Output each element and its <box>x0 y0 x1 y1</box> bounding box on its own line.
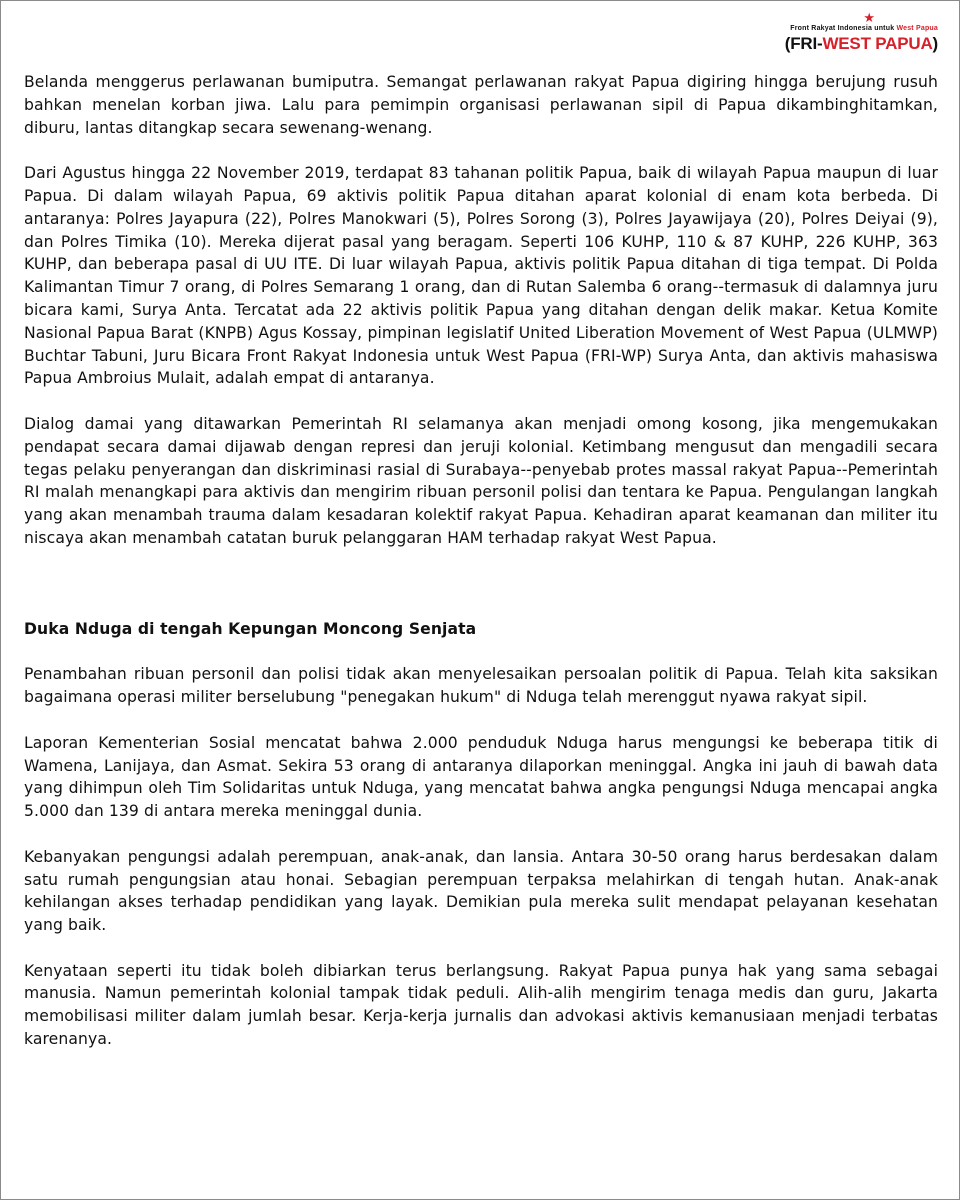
paragraph-6: Kebanyakan pengungsi adalah perempuan, anak-anak, dan lansia. Antara 30-50 orang harus berdesakan dalam satu rumah pengungsian atau honai. Sebagian perempuan terpaksa melahirkan di tengah hutan. Anak-anak kehilangan akses terhadap pendidikan yang layak. Demikian pula mereka sulit mendapat pelayanan kesehatan yang baik. <box>24 847 938 935</box>
document-body <box>24 71 938 1074</box>
star-icon: ★ <box>863 11 875 26</box>
logo-acronym-open: (FRI- <box>784 34 823 53</box>
logo-line1-black: Front Rakyat Indonesia untuk <box>790 25 897 32</box>
paragraph-4: Penambahan ribuan personil dan polisi tidak akan menyelesaikan persoalan politik di Papua. Telah kita saksikan bagaimana operasi militer berselubung "penegakan hukum" di Nduga telah merenggut nyawa rakyat sipil. <box>24 665 938 707</box>
fri-wp-logo <box>778 12 938 56</box>
logo-organization-name <box>790 25 938 32</box>
logo-line1-red: West Papua <box>896 25 938 32</box>
section-heading: Duka Nduga di tengah Kepungan Moncong Senjata <box>24 619 477 638</box>
paragraph-5: Laporan Kementerian Sosial mencatat bahwa 2.000 penduduk Nduga harus mengungsi ke beberapa titik di Wamena, Lanijaya, dan Asmat. Sekira 53 orang di antaranya dilaporkan meninggal. Angka ini jauh di bawah data yang dihimpun oleh Tim Solidaritas untuk Nduga, yang mencatat bahwa angka pengungsi Nduga mencapai angka 5.000 dan 139 di antara mereka meninggal dunia. <box>24 733 938 821</box>
logo-acronym-red: WEST PAPUA <box>822 34 933 53</box>
paragraph-7: Kenyataan seperti itu tidak boleh dibiarkan terus berlangsung. Rakyat Papua punya hak yang sama sebagai manusia. Namun pemerintah kolonial tampak tidak peduli. Alih-alih mengirim tenaga medis dan guru, Jakarta memobilisasi militer dalam jumlah besar. Kerja-kerja jurnalis dan advokasi aktivis kemanusiaan menjadi terbatas karenanya. <box>24 961 938 1049</box>
paragraph-2: Dari Agustus hingga 22 November 2019, terdapat 83 tahanan politik Papua, baik di wilayah Papua maupun di luar Papua. Di dalam wilayah Papua, 69 aktivis politik Papua ditahan aparat kolonial di enam kota berbeda. Di antaranya: Polres Jayapura (22), Polres Manokwari (5), Polres Sorong (3), Polres Jayawijaya (20), Polres Deiyai (9), dan Polres Timika (10). Mereka dijerat pasal yang beragam. Seperti 106 KUHP, 110 & 87 KUHP, 226 KUHP, 363 KUHP, dan beberapa pasal di UU ITE. Di luar wilayah Papua, aktivis politik Papua ditahan di tiga tempat. Di Polda Kalimantan Timur 7 orang, di Polres Semarang 1 orang, dan di Rutan Salemba 6 orang--termasuk di dalamnya juru bicara kami, Surya Anta. Tercatat ada 22 aktivis politik Papua yang ditahan dengan delik makar. Ketua Komite Nasional Papua Barat (KNPB) Agus Kossay, pimpinan legislatif United Liberation Movement of West Papua (ULMWP) Buchtar Tabuni, Juru Bicara Front Rakyat Indonesia untuk West Papua (FRI-WP) Surya Anta, dan aktivis mahasiswa Papua Ambroius Mulait, adalah empat di antaranya. <box>24 164 938 388</box>
paragraph-1: Belanda menggerus perlawanan bumiputra. Semangat perlawanan rakyat Papua digiring hingga berujung rusuh bahkan menelan korban jiwa. Lalu para pemimpin organisasi perlawanan sipil di Papua dikambinghitamkan, diburu, lantas ditangkap secara sewenang-wenang. <box>24 73 938 137</box>
paragraph-3: Dialog damai yang ditawarkan Pemerintah RI selamanya akan menjadi omong kosong, jika mengemukakan pendapat secara damai dijawab dengan represi dan jeruji kolonial. Ketimbang mengusut dan mengadili secara tegas pelaku penyerangan dan diskriminasi rasial di Surabaya--penyebab protes massal rakyat Papua--Pemerintah RI malah menangkapi para aktivis dan mengirim ribuan personil polisi dan tentara ke Papua. Pengulangan langkah yang akan menambah trauma dalam kesadaran kolektif rakyat Papua. Kehadiran aparat keamanan dan militer itu niscaya akan menambah catatan buruk pelanggaran HAM terhadap rakyat West Papua. <box>24 414 938 547</box>
logo-acronym-close: ) <box>932 34 938 53</box>
logo-acronym <box>785 34 938 54</box>
